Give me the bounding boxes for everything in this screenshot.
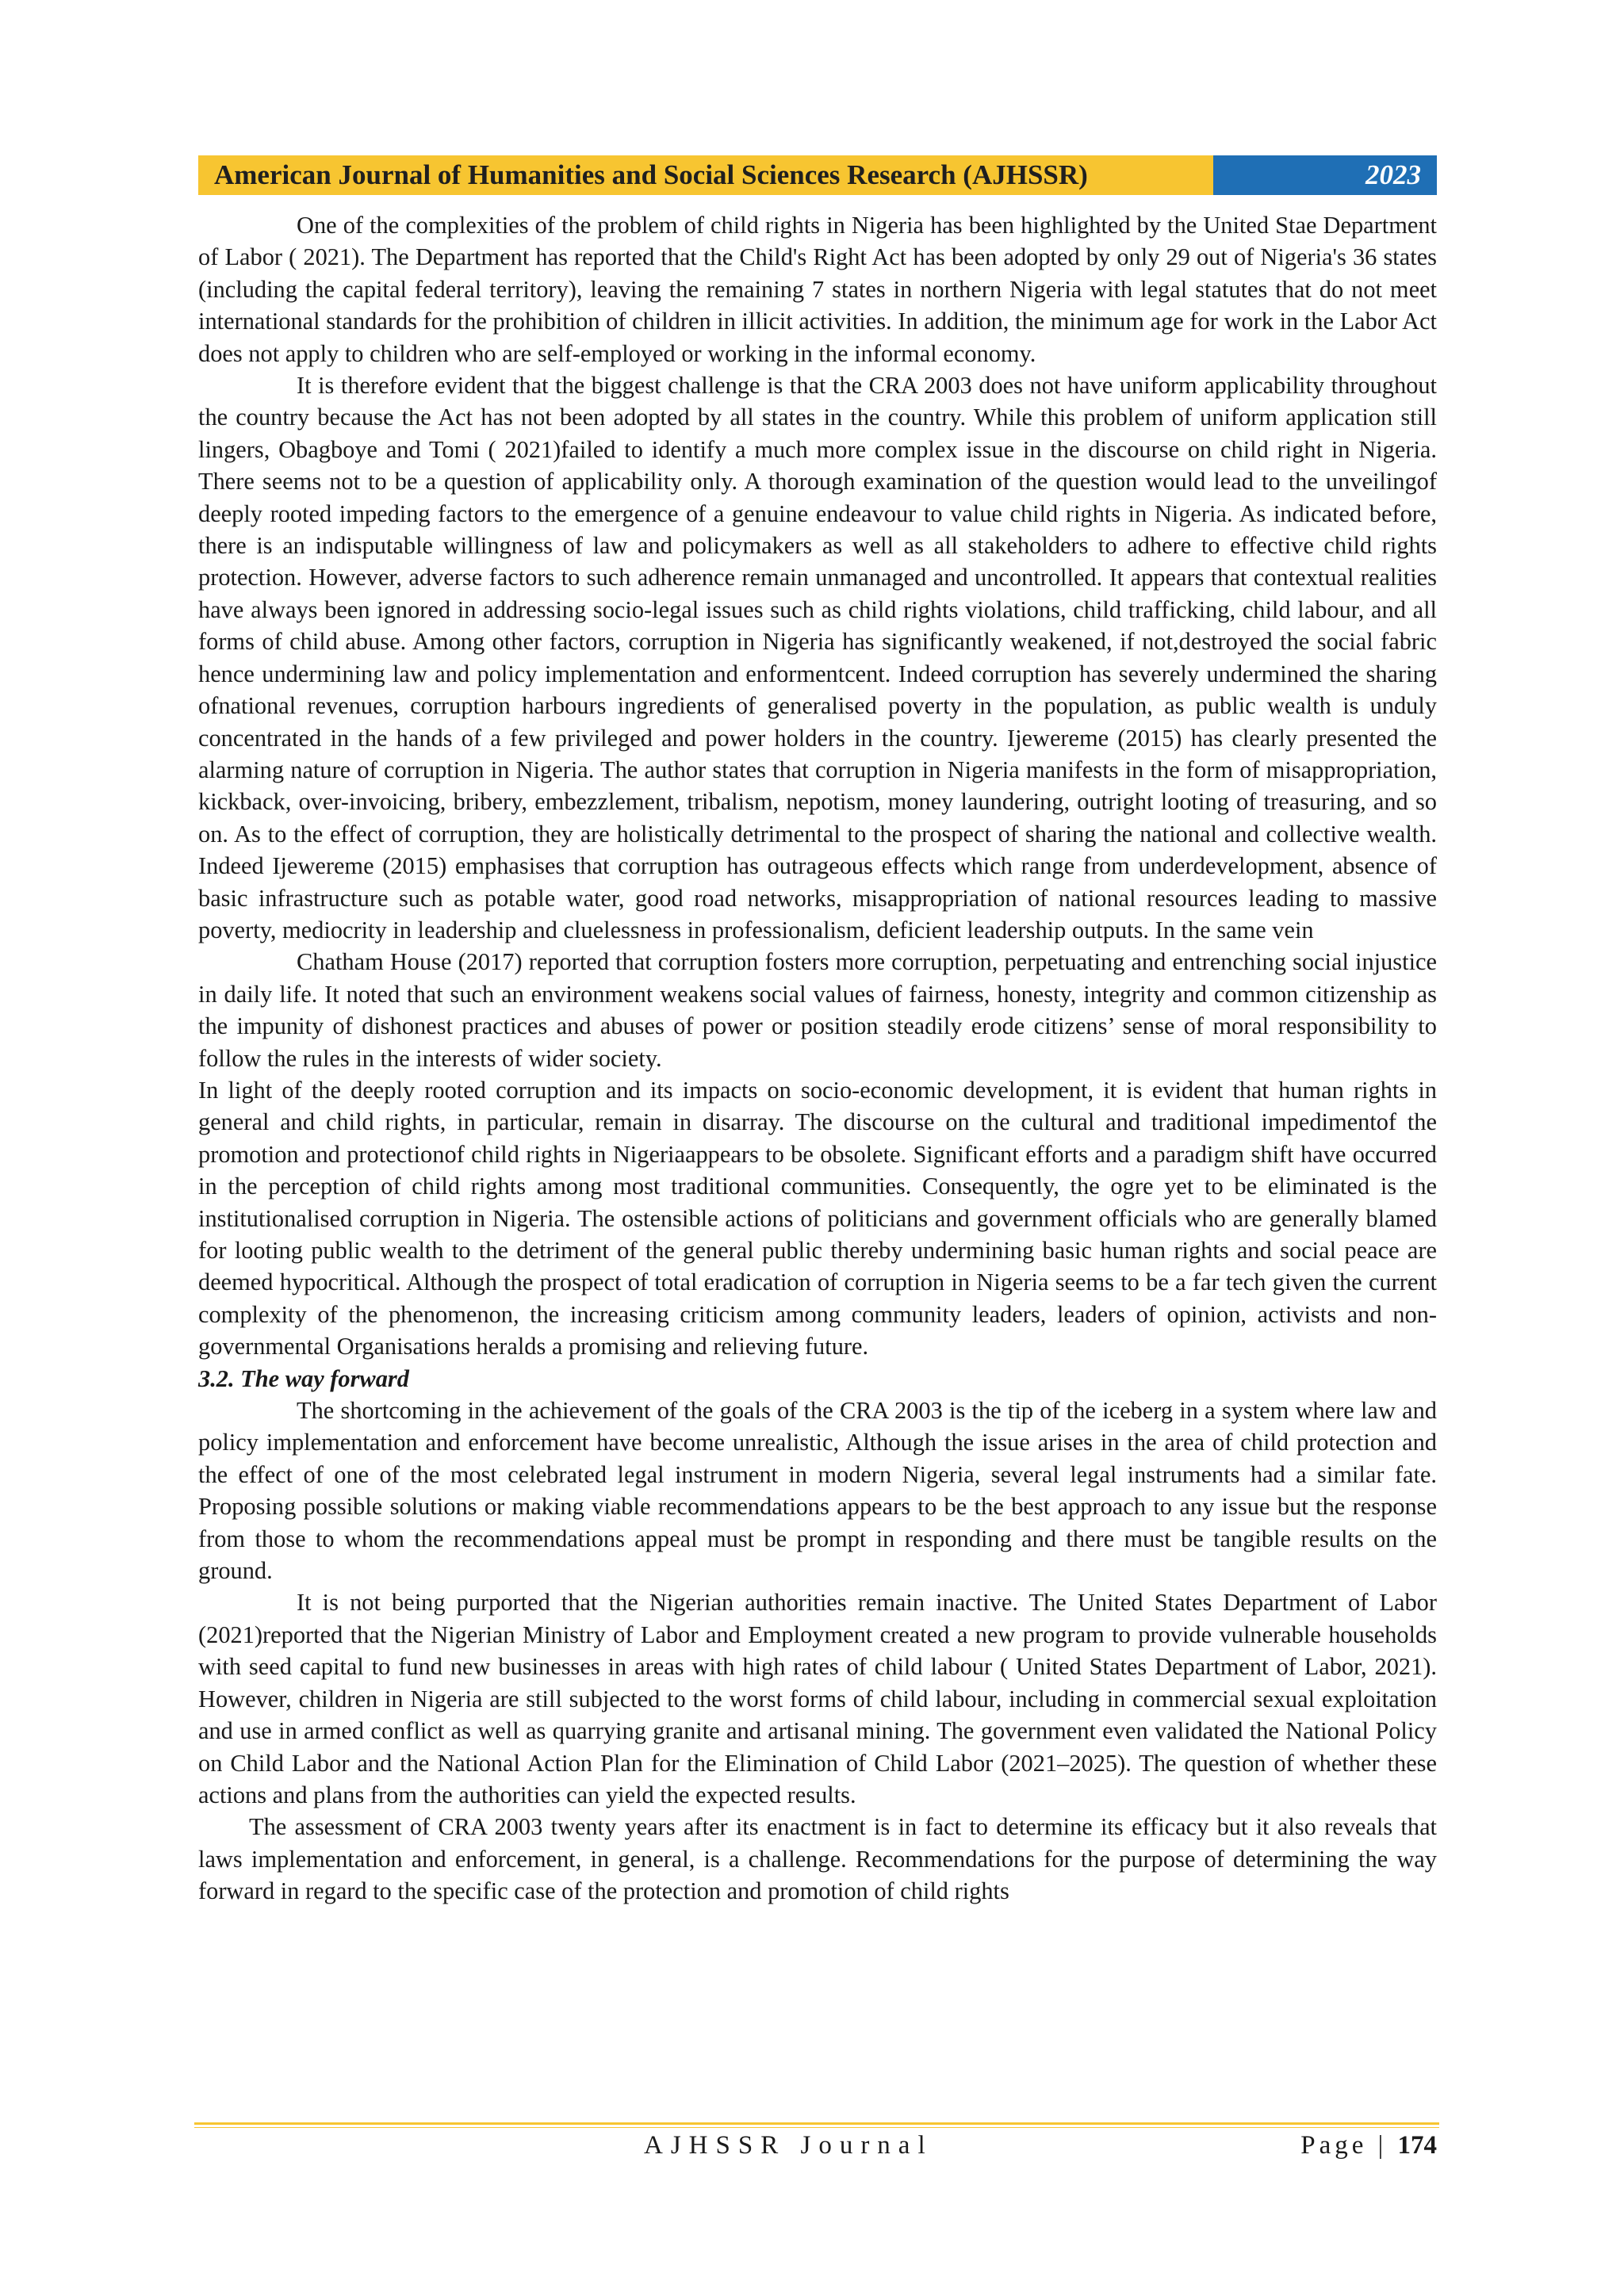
journal-header-band bbox=[198, 155, 1437, 195]
body-paragraph-1: One of the complexities of the problem of child rights in Nigeria has been highlighted by the United Stae Department of Labor ( 2021). The Department has reported that the Child's Right Act has been adopted by only 29 out of Nigeria's 36 states (including the capital federal territory), leaving the remaining 7 states in northern Nigeria with legal statutes that do not meet international standards for the prohibition of children in illicit activities. In addition, the minimum age for work in the Labor Act does not apply to children who are self-employed or working in the informal economy. bbox=[198, 212, 1437, 367]
body-paragraph-2: It is therefore evident that the biggest challenge is that the CRA 2003 does not have uniform applicability throughout the country because the Act has not been adopted by all states in the country. While this problem of uniform application still lingers, Obagboye and Tomi ( 2021)failed to identify a much more complex issue in the discourse on child right in Nigeria. There seems not to be a question of applicability only. A thorough examination of the question would lead to the unveilingof deeply rooted impeding factors to the emergence of a genuine endeavour to value child rights in Nigeria. As indicated before, there is an indisputable willingness of law and policymakers as well as all stakeholders to adhere to effective child rights protection. However, adverse factors to such adherence remain unmanaged and uncontrolled. It appears that contextual realities have always been ignored in addressing socio-legal issues such as child rights violations, child trafficking, child labour, and all forms of child abuse. Among other factors, corruption in Nigeria has significantly weakened, if not,destroyed the social fabric hence undermining law and policy implementation and enformentcent. Indeed corruption has severely undermined the sharing ofnational revenues, corruption harbours ingredients of generalised poverty in the population, as public wealth is unduly concentrated in the hands of a few privileged and power holders in the country. Ijewereme (2015) has clearly presented the alarming nature of corruption in Nigeria. The author states that corruption in Nigeria manifests in the form of misappropriation, kickback, over-invoicing, bribery, embezzlement, tribalism, nepotism, money laundering, outright looting of treasuring, and so on. As to the effect of corruption, they are holistically detrimental to the prospect of sharing the national and collective wealth. Indeed Ijewereme (2015) emphasises that corruption has outrageous effects which range from underdevelopment, absence of basic infrastructure such as potable water, good road networks, misappropriation of national resources leading to massive poverty, mediocrity in leadership and cluelessness in professionalism, deficient leadership outputs. In the same vein bbox=[198, 372, 1437, 943]
footer-page-number: 174 bbox=[1397, 2131, 1437, 2160]
footer-journal-name: AJHSSR Journal bbox=[644, 2131, 933, 2160]
section-paragraph-1: The shortcoming in the achievement of the goals of the CRA 2003 is the tip of the iceberg in a system where law and policy implementation and enforcement have become unrealistic, Although the issue arises in the area of child protection and the effect of one of the most celebrated legal instrument in modern Nigeria, several legal instruments had a similar fate. Proposing possible solutions or making viable recommendations appears to be the best approach to any issue but the response from those to whom the recommendations appeal must be prompt in responding and there must be tangible results on the ground. bbox=[198, 1397, 1437, 1585]
body-paragraph-3: Chatham House (2017) reported that corruption fosters more corruption, perpetuating and entrenching social injustice in daily life. It noted that such an environment weakens social values of fairness, honesty, integrity and common citizenship as the impunity of dishonest practices and abuses of power or position steadily erode citizens’ sense of moral responsibility to follow the rules in the interests of wider society. bbox=[198, 948, 1437, 1072]
section-paragraph-3: The assessment of CRA 2003 twenty years after its enactment is in fact to determine its efficacy but it also reveals that laws implementation and enforcement, in general, is a challenge. Recommendations for the purpose of determining the way forward in regard to the specific case of the protection and promotion of child rights bbox=[198, 1813, 1437, 1905]
section-heading: 3.2. The way forward bbox=[198, 1364, 409, 1392]
body-paragraph-4: In light of the deeply rooted corruption and its impacts on socio-economic development, it is evident that human rights in general and child rights, in particular, remain in disarray. The discourse on the cultural and traditional impedimentof the promotion and protectionof child rights in Nigeriaappears to be obsolete. Significant efforts and a paradigm shift have occurred in the perception of child rights among most traditional communities. Consequently, the ogre yet to be eliminated is the institutionalised corruption in Nigeria. The ostensible actions of politicians and government officials who are generally blamed for looting public wealth to the detriment of the general public thereby undermining basic human rights and social peace are deemed hypocritical. Although the prospect of total eradication of corruption in Nigeria seems to be a far tech given the current complexity of the phenomenon, the increasing criticism among community leaders, leaders of opinion, activists and non-governmental Organisations heralds a promising and relieving future. bbox=[198, 1076, 1437, 1360]
footer-page-indicator bbox=[1300, 2131, 1437, 2160]
footer-divider bbox=[194, 2122, 1439, 2125]
footer-divider-thin bbox=[194, 2127, 1439, 2128]
journal-title: American Journal of Humanities and Social Sciences Research (AJHSSR) bbox=[198, 155, 1213, 195]
footer-page-label: Page | bbox=[1300, 2131, 1398, 2160]
journal-year: 2023 bbox=[1213, 155, 1437, 195]
section-paragraph-2: It is not being purported that the Nigerian authorities remain inactive. The United States Department of Labor (2021)reported that the Nigerian Ministry of Labor and Employment created a new program to provide vulnerable households with seed capital to fund new businesses in areas with high rates of child labour ( United States Department of Labor, 2021). However, children in Nigeria are still subjected to the worst forms of child labour, including in commercial sexual exploitation and use in armed conflict as well as quarrying granite and artisanal mining. The government even validated the National Policy on Child Labor and the National Action Plan for the Elimination of Child Labor (2021–2025). The question of whether these actions and plans from the authorities can yield the expected results. bbox=[198, 1589, 1437, 1808]
article-body bbox=[198, 209, 1437, 1908]
